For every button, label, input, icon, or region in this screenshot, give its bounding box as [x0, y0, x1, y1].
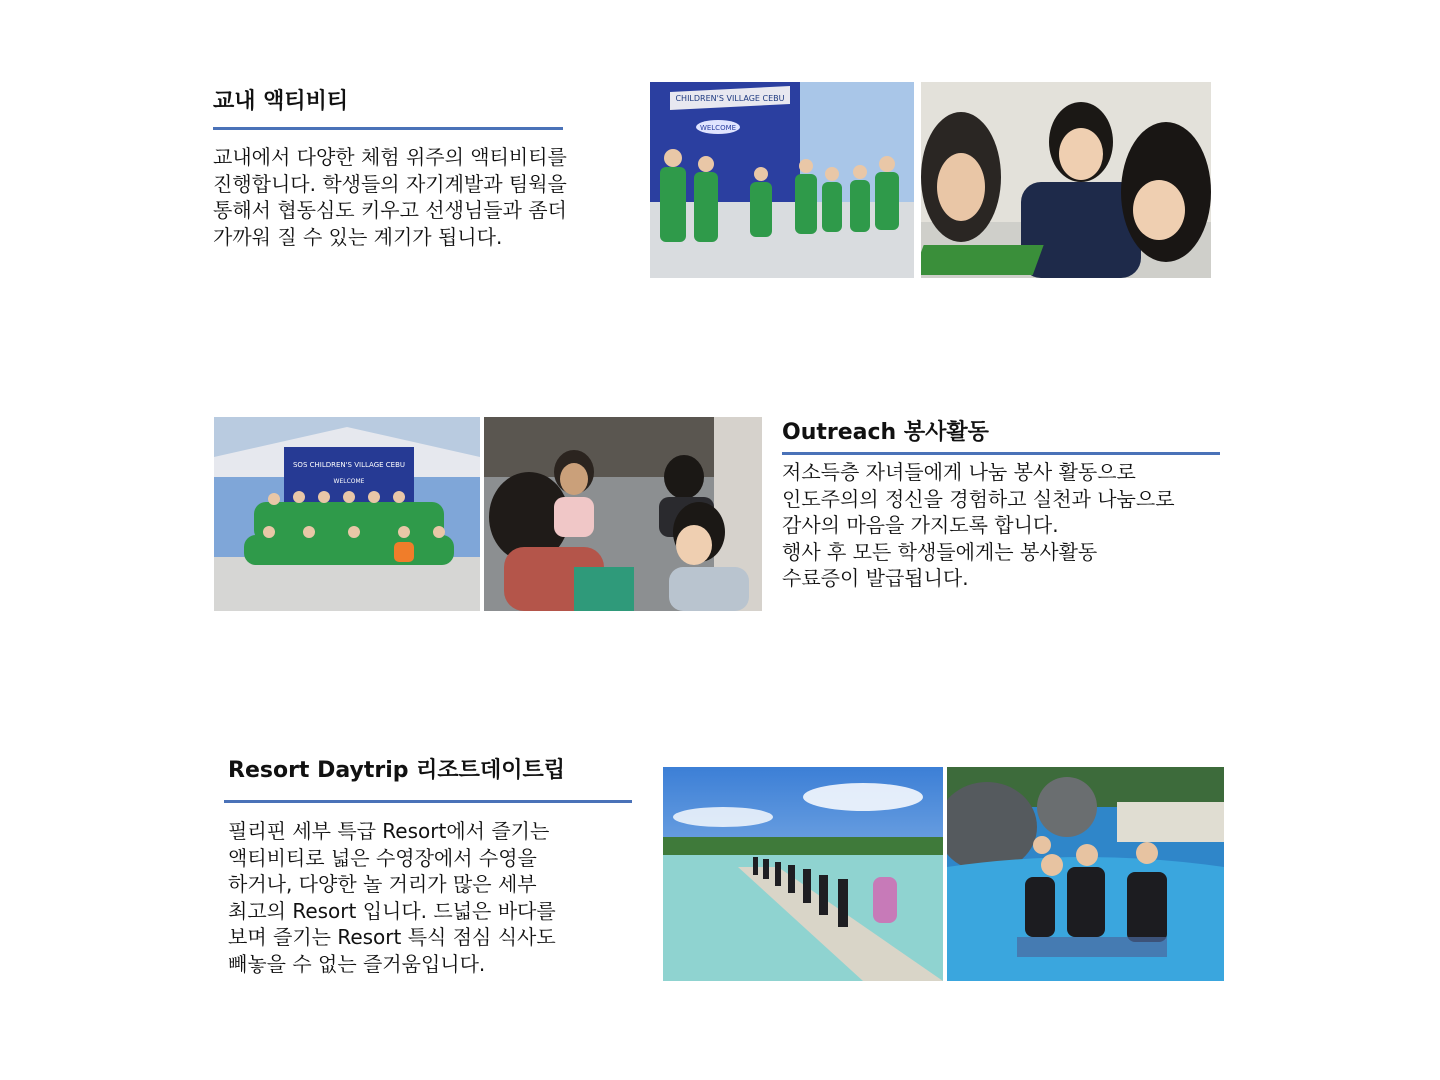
body-line: 수료증이 발급됩니다.	[782, 566, 969, 590]
section-title-resort-daytrip: Resort Daytrip 리조트데이트립	[228, 758, 565, 783]
sign-text: CHILDREN'S VILLAGE CEBU	[675, 94, 785, 103]
photo-resort-walkway	[663, 767, 943, 981]
body-line: 행사 후 모든 학생들에게는 봉사활동	[782, 539, 1098, 564]
photo-stage-activity	[650, 82, 914, 278]
section-body-outreach	[782, 459, 1175, 592]
body-line: 액티비티로 넓은 수영장에서 수영을	[228, 845, 537, 870]
banner-text: WELCOME	[699, 124, 737, 132]
body-line: 저소득층 자녀들에게 나눔 봉사 활동으로	[782, 460, 1136, 484]
body-line: 필리핀 세부 특급 Resort에서 즐기는	[228, 819, 550, 843]
body-line: 감사의 마음을 가지도록 합니다.	[782, 513, 1059, 537]
photo-group-outreach	[214, 417, 480, 611]
body-line: 하거나, 다양한 놀 거리가 많은 세부	[228, 872, 537, 896]
section-title-school-activity: 교내 액티비티	[213, 89, 349, 114]
body-line: 진행합니다. 학생들의 자기계발과 팀웍을	[213, 171, 567, 196]
section-divider	[224, 800, 632, 803]
photo-resort-pool	[947, 767, 1224, 981]
section-divider	[213, 127, 563, 130]
body-line: 보며 즐기는 Resort 특식 점심 식사도	[228, 925, 556, 949]
section-body-resort-daytrip	[228, 818, 556, 977]
section-divider	[782, 452, 1220, 455]
section-body-school-activity	[213, 144, 567, 250]
banner-text: WELCOME	[333, 478, 365, 485]
body-line: 인도주의의 정신을 경험하고 실천과 나눔으로	[782, 486, 1175, 511]
body-line: 최고의 Resort 입니다. 드넓은 바다를	[228, 898, 556, 923]
body-line: 가까워 질 수 있는 계기가 됩니다.	[213, 224, 503, 249]
sign-text: SOS CHILDREN'S VILLAGE CEBU	[292, 461, 406, 469]
body-line: 통해서 협동심도 키우고 선생님들과 좀더	[213, 198, 567, 222]
photo-board-game	[921, 82, 1211, 278]
section-title-outreach: Outreach 봉사활동	[782, 420, 989, 445]
body-line: 빼놓을 수 없는 즐거움입니다.	[228, 951, 486, 976]
body-line: 교내에서 다양한 체험 위주의 액티비티를	[213, 145, 567, 169]
photo-children-sharing	[484, 417, 762, 611]
